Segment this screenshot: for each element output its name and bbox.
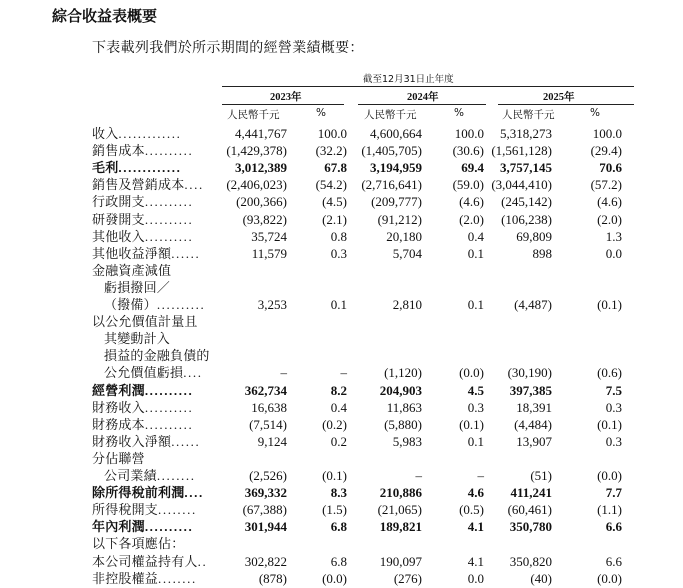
cell-amount-2024: – — [415, 468, 422, 483]
cell-pct-2024: 0.0 — [467, 570, 484, 586]
table-row — [0, 382, 683, 399]
leader-dots: .......... — [144, 228, 194, 244]
leader-dots: .......... — [144, 143, 194, 159]
year-2023-header: 2023年 — [270, 92, 302, 103]
row-label-text: 研發開支 — [92, 212, 145, 228]
table-row — [0, 518, 683, 535]
cell-pct-2025: 1.3 — [605, 228, 622, 244]
cell-pct-2024: 0.4 — [467, 228, 484, 244]
cell-amount-2023: 362,734 — [244, 382, 287, 398]
row-label — [92, 382, 193, 400]
row-label — [92, 228, 193, 246]
table-row — [0, 570, 683, 587]
cell-pct-2024: (2.0) — [459, 211, 484, 227]
table-row — [0, 245, 683, 262]
cell-amount-2025: (4,487) — [514, 297, 552, 312]
row-label-text: 其變動計入 — [104, 332, 171, 348]
cell-amount-2024: 3,194,959 — [370, 160, 422, 176]
row-label-text: 其他收益淨額 — [92, 246, 172, 262]
cell-amount-2025: 350,780 — [509, 519, 552, 535]
row-label — [92, 211, 193, 229]
row-label — [104, 330, 170, 348]
col-2025-amount: 人民幣千元 — [502, 109, 555, 121]
row-label-text: 分佔聯營 — [92, 451, 145, 467]
cell-pct-2023: – — [340, 365, 347, 381]
cell-amount-2023: 3,253 — [257, 297, 287, 312]
row-label — [92, 125, 181, 143]
cell-pct-2025: 6.6 — [605, 519, 622, 535]
row-label-text: 除所得稅前利潤 — [92, 486, 185, 502]
row-label — [92, 450, 145, 468]
cell-pct-2025: (0.1) — [597, 416, 622, 432]
cell-amount-2024: (209,777) — [371, 194, 422, 210]
cell-pct-2023: 0.8 — [330, 228, 347, 244]
row-label-text: 銷售及營銷成本 — [92, 178, 185, 194]
cell-amount-2023: 16,638 — [251, 399, 287, 415]
col-2023-amount: 人民幣千元 — [227, 109, 280, 121]
col-2025-pct: % — [590, 107, 600, 119]
cell-amount-2024: 2,810 — [392, 297, 422, 312]
cell-amount-2025: 69,809 — [516, 228, 552, 244]
table-row — [0, 330, 683, 347]
cell-pct-2023: 100.0 — [317, 126, 347, 141]
cell-amount-2025: 397,385 — [509, 382, 552, 398]
cell-amount-2025: 13,907 — [516, 433, 552, 449]
cell-pct-2023: 8.2 — [330, 382, 347, 398]
row-label-text: 以公允價值計量且 — [92, 315, 198, 331]
table-row — [0, 262, 683, 279]
leader-dots: .......... — [144, 519, 194, 535]
cell-pct-2025: 100.0 — [592, 126, 622, 141]
leader-dots: .. — [197, 553, 208, 569]
table-row — [0, 279, 683, 296]
row-label-text: 金融資產減值 — [92, 263, 172, 279]
cell-amount-2023: (67,388) — [242, 502, 287, 518]
cell-pct-2025: (4.6) — [597, 194, 622, 210]
cell-pct-2023: 67.8 — [324, 160, 347, 176]
cell-pct-2023: 0.2 — [330, 433, 347, 449]
cell-amount-2024: 189,821 — [379, 519, 422, 535]
year-2023-rule — [222, 104, 344, 105]
cell-pct-2025: (0.6) — [597, 365, 622, 381]
row-label-text: 以下各項應佔： — [92, 537, 185, 553]
cell-amount-2024: (1,405,705) — [361, 143, 422, 159]
cell-amount-2023: (1,429,378) — [226, 143, 287, 159]
table-row — [0, 125, 683, 142]
table-row — [0, 296, 683, 313]
cell-pct-2024: 69.4 — [461, 160, 484, 176]
cell-pct-2024: 0.1 — [467, 433, 484, 449]
intro-text: 下表載列我們於所示期間的經營業績概要： — [92, 40, 364, 56]
cell-amount-2024: (2,716,641) — [361, 177, 422, 193]
cell-pct-2024: (30.6) — [452, 143, 484, 159]
row-label — [92, 416, 193, 434]
table-row — [0, 433, 683, 450]
leader-dots: .......... — [144, 382, 194, 398]
cell-pct-2025: (1.1) — [597, 502, 622, 518]
cell-pct-2024: (0.1) — [459, 416, 484, 432]
row-label — [104, 364, 203, 382]
row-label-text: 其他收入 — [92, 229, 145, 245]
cell-pct-2024: 100.0 — [454, 126, 484, 141]
row-label-text: 銷售成本 — [92, 144, 145, 160]
table-row — [0, 501, 683, 518]
cell-pct-2024: (4.6) — [459, 194, 484, 210]
cell-amount-2024: 11,863 — [386, 399, 422, 415]
table-row — [0, 159, 683, 176]
row-label-text: 毛利 — [92, 161, 119, 177]
row-label-text: 行政開支 — [92, 195, 145, 211]
leader-dots: ........ — [158, 570, 197, 586]
cell-pct-2023: (4.5) — [322, 194, 347, 210]
cell-amount-2025: (1,561,128) — [491, 143, 552, 159]
row-label — [92, 193, 193, 211]
row-label — [92, 553, 207, 571]
cell-pct-2024: 4.6 — [467, 485, 484, 501]
leader-dots: .......... — [156, 297, 206, 312]
cell-pct-2023: 0.4 — [330, 399, 347, 415]
table-row — [0, 399, 683, 416]
year-2024-rule — [358, 104, 486, 105]
table-row — [0, 467, 683, 484]
cell-pct-2023: (2.1) — [322, 211, 347, 227]
row-label-text: 非控股權益 — [92, 571, 159, 587]
year-2025-rule — [498, 104, 634, 105]
cell-pct-2023: (1.5) — [322, 502, 347, 518]
cell-amount-2023: 4,441,767 — [235, 126, 287, 141]
cell-pct-2024: 4.1 — [467, 519, 484, 535]
cell-pct-2023: 0.1 — [330, 297, 347, 312]
cell-pct-2024: 0.1 — [467, 297, 484, 312]
cell-pct-2023: (0.0) — [322, 570, 347, 586]
cell-amount-2025: (60,461) — [507, 502, 552, 518]
cell-amount-2024: (5,880) — [384, 416, 422, 432]
row-label — [104, 467, 196, 485]
row-label-text: 公允價值虧損 — [104, 366, 184, 382]
table-row — [0, 553, 683, 570]
cell-amount-2024: 5,983 — [392, 433, 422, 449]
leader-dots: .......... — [144, 399, 194, 415]
cell-amount-2023: – — [280, 365, 287, 381]
cell-amount-2025: 18,391 — [516, 399, 552, 415]
table-row — [0, 535, 683, 552]
cell-pct-2025: (0.0) — [597, 570, 622, 586]
row-label — [92, 535, 184, 553]
row-label — [92, 176, 204, 194]
cell-amount-2023: (200,366) — [236, 194, 287, 210]
cell-amount-2025: (30,190) — [507, 365, 552, 381]
cell-amount-2023: (2,526) — [249, 468, 287, 483]
row-label — [92, 518, 193, 536]
row-label-text: 所得稅開支 — [92, 503, 159, 519]
cell-pct-2023: (54.2) — [315, 177, 347, 193]
section-title: 綜合收益表概要 — [52, 7, 158, 25]
row-label — [92, 399, 193, 417]
table-row — [0, 176, 683, 193]
cell-amount-2023: (7,514) — [249, 416, 287, 432]
cell-pct-2023: (0.2) — [322, 416, 347, 432]
col-2024-pct: % — [454, 107, 464, 119]
cell-amount-2023: 11,579 — [251, 245, 287, 261]
row-label-text: 虧損撥回／ — [104, 280, 171, 296]
cell-pct-2024: (0.5) — [459, 502, 484, 518]
cell-amount-2025: (51) — [530, 468, 552, 483]
leader-dots: ...... — [171, 245, 201, 261]
period-header: 截至12月31日止年度 — [363, 74, 454, 85]
table-row — [0, 416, 683, 433]
row-label — [92, 159, 181, 177]
cell-amount-2024: 5,704 — [392, 245, 422, 261]
period-rule — [222, 86, 634, 87]
cell-amount-2023: 35,724 — [251, 228, 287, 244]
row-label-text: （撥備） — [104, 298, 157, 313]
row-label-text: 財務成本 — [92, 417, 145, 433]
row-label — [92, 570, 197, 588]
cell-amount-2024: 210,886 — [379, 485, 422, 501]
cell-amount-2023: 369,332 — [244, 485, 287, 501]
cell-pct-2023: (0.1) — [322, 468, 347, 483]
cell-amount-2023: (878) — [258, 570, 287, 586]
cell-amount-2023: (93,822) — [242, 211, 287, 227]
leader-dots: ............. — [118, 160, 182, 176]
row-label-text: 公司業績 — [104, 469, 157, 484]
row-label-text: 年內利潤 — [92, 520, 145, 536]
cell-amount-2025: (40) — [530, 570, 552, 586]
cell-amount-2025: (4,484) — [514, 416, 552, 432]
row-label — [104, 296, 205, 314]
year-2024-header: 2024年 — [407, 92, 439, 103]
leader-dots: .... — [184, 177, 204, 193]
table-row — [0, 142, 683, 159]
cell-amount-2025: 5,318,273 — [500, 126, 552, 141]
cell-pct-2025: 7.7 — [605, 485, 622, 501]
cell-pct-2024: 0.3 — [467, 399, 484, 415]
cell-pct-2024: (0.0) — [459, 365, 484, 381]
leader-dots: .......... — [144, 194, 194, 210]
table-row — [0, 228, 683, 245]
cell-pct-2025: 0.3 — [605, 433, 622, 449]
cell-pct-2025: (0.1) — [597, 297, 622, 312]
cell-pct-2023: (32.2) — [315, 143, 347, 159]
cell-pct-2023: 0.3 — [330, 245, 347, 261]
table-row — [0, 211, 683, 228]
cell-amount-2023: 301,944 — [244, 519, 287, 535]
row-label — [92, 484, 204, 502]
cell-pct-2025: 70.6 — [599, 160, 622, 176]
row-label — [92, 262, 171, 280]
cell-amount-2024: (21,065) — [377, 502, 422, 518]
cell-pct-2025: (0.0) — [597, 468, 622, 483]
col-2023-pct: % — [316, 107, 326, 119]
cell-amount-2025: 898 — [532, 245, 552, 261]
cell-pct-2024: 0.1 — [467, 245, 484, 261]
cell-pct-2025: (2.0) — [597, 211, 622, 227]
row-label-text: 本公司權益持有人 — [92, 554, 198, 570]
cell-amount-2023: 9,124 — [257, 433, 287, 449]
cell-pct-2024: 4.5 — [467, 382, 484, 398]
cell-pct-2024: – — [477, 468, 484, 483]
cell-amount-2023: 302,822 — [244, 553, 287, 569]
leader-dots: .......... — [144, 211, 194, 227]
cell-pct-2024: 4.1 — [467, 553, 484, 569]
row-label — [104, 279, 170, 297]
leader-dots: ........ — [156, 468, 196, 483]
row-label — [92, 313, 198, 331]
row-label-text: 財務收入淨額 — [92, 434, 172, 450]
cell-amount-2025: 350,820 — [509, 553, 552, 569]
cell-amount-2024: (91,212) — [377, 211, 422, 227]
cell-pct-2023: 6.8 — [330, 519, 347, 535]
row-label — [92, 501, 197, 519]
cell-amount-2025: 411,241 — [510, 485, 552, 501]
table-row — [0, 347, 683, 364]
cell-pct-2025: 6.6 — [605, 553, 622, 569]
cell-amount-2023: (2,406,023) — [226, 177, 287, 193]
cell-pct-2025: (29.4) — [590, 143, 622, 159]
row-label — [92, 142, 193, 160]
row-label-text: 損益的金融負債的 — [104, 349, 210, 365]
cell-pct-2025: 0.3 — [605, 399, 622, 415]
leader-dots: ............. — [118, 126, 182, 141]
year-2025-header: 2025年 — [543, 92, 575, 103]
cell-amount-2024: 20,180 — [386, 228, 422, 244]
cell-pct-2025: 7.5 — [605, 382, 622, 398]
table-row — [0, 450, 683, 467]
row-label — [104, 347, 210, 365]
table-row — [0, 193, 683, 210]
table-row — [0, 313, 683, 330]
col-2024-amount: 人民幣千元 — [364, 109, 417, 121]
cell-pct-2023: 8.3 — [330, 485, 347, 501]
cell-amount-2025: (3,044,410) — [491, 177, 552, 193]
cell-pct-2023: 6.8 — [330, 553, 347, 569]
cell-amount-2024: 4,600,664 — [370, 126, 422, 141]
cell-amount-2024: 190,097 — [379, 553, 422, 569]
row-label-text: 財務收入 — [92, 400, 145, 416]
cell-amount-2025: (245,142) — [501, 194, 552, 210]
row-label-text: 經營利潤 — [92, 383, 145, 399]
leader-dots: .......... — [144, 416, 194, 432]
table-row — [0, 364, 683, 381]
cell-amount-2025: 3,757,145 — [500, 160, 552, 176]
cell-pct-2025: (57.2) — [590, 177, 622, 193]
leader-dots: .... — [183, 365, 203, 381]
cell-pct-2025: 0.0 — [605, 245, 622, 261]
leader-dots: ........ — [158, 502, 197, 518]
cell-pct-2024: (59.0) — [452, 177, 484, 193]
cell-amount-2025: (106,238) — [501, 211, 552, 227]
leader-dots: ...... — [171, 433, 201, 449]
cell-amount-2024: (1,120) — [384, 365, 422, 381]
cell-amount-2024: 204,903 — [379, 382, 422, 398]
leader-dots: .... — [184, 485, 204, 501]
cell-amount-2024: (276) — [393, 570, 422, 586]
cell-amount-2023: 3,012,389 — [235, 160, 287, 176]
row-label-text: 收入 — [92, 127, 119, 142]
row-label — [92, 245, 200, 263]
table-row — [0, 484, 683, 501]
row-label — [92, 433, 200, 451]
